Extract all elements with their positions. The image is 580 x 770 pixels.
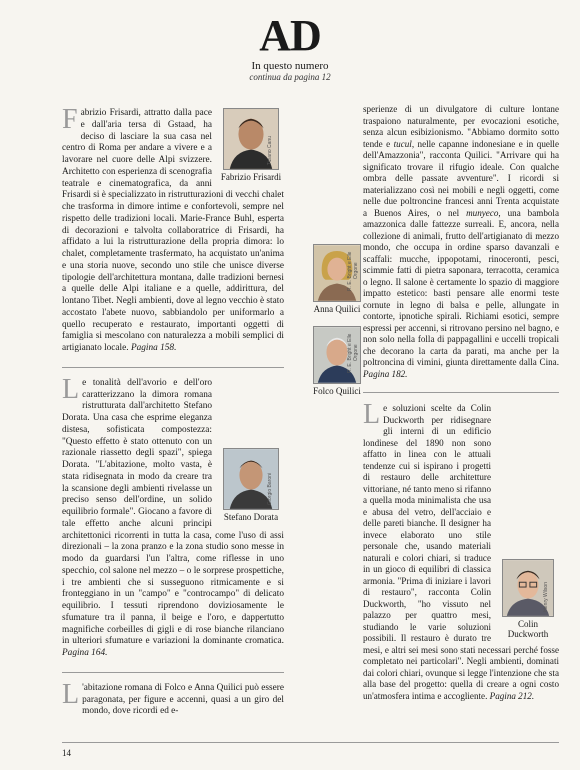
photo-duckworth bbox=[497, 559, 559, 639]
section-divider bbox=[62, 367, 284, 368]
photo-anna-quilici bbox=[312, 244, 362, 314]
page-reference: Pagina 182. bbox=[363, 368, 408, 379]
photo-caption: Colin Duckworth bbox=[507, 619, 549, 639]
photo-frisardi bbox=[218, 108, 284, 182]
section-divider bbox=[363, 392, 559, 393]
photo-credit: Giorgio Baroni bbox=[267, 472, 274, 505]
page-reference: Pagina 158. bbox=[130, 343, 177, 353]
photo-dorata bbox=[218, 448, 284, 522]
magazine-logo: AD bbox=[259, 11, 321, 60]
drop-cap: L bbox=[62, 678, 80, 710]
portrait-image bbox=[313, 244, 361, 302]
portrait-image bbox=[502, 559, 554, 617]
left-column bbox=[62, 104, 285, 718]
drop-cap: L bbox=[363, 399, 381, 430]
photo-folco-quilici bbox=[312, 326, 362, 396]
article-frisardi bbox=[62, 104, 285, 355]
photo-credit: Tiziano Canu bbox=[267, 135, 274, 165]
article-body: e soluzioni scelte da Colin Duckworth per ridisegnare gli interni di un edificio londinese del 1890 non sono affatto in linea con le attuali tendenze cui si ispirano i progetti di restauro delle architetture vittoriane, né tanto meno si rifanno a quella moda minimalista che usa e abusa del vetro, dell'acciaio e delle pareti bianche. Il designer ha invece elaborato uno stile personale che, usando materiali naturali e colori chiari, si traduce in un gioco di equilibri di classica armonia. "Prima di iniziare i lavori di restauro", racconta Colin Duckworth, "ho vissuto nel palazzo per quattro mesi, studiando le varie soluzioni possibili. Il restauro è durato tre mesi, e altri sei mesi sono stati necessari perché fosse completato nei particolari". Negli ambienti, dominati dai colori chiari, ovunque si legge l'intenzione che sta alla base del progetto: quella di creare a ogni costo un'atmosfera intima e accogliente. bbox=[363, 403, 559, 701]
portrait-image bbox=[313, 326, 361, 384]
masthead bbox=[0, 11, 580, 82]
page-reference: Pagina 164. bbox=[62, 648, 108, 658]
footer-rule bbox=[62, 742, 559, 743]
portrait-image bbox=[223, 108, 279, 170]
portrait-image bbox=[223, 448, 279, 510]
photo-credit: R. E. Bright e Elle Orgone bbox=[347, 333, 359, 373]
photo-caption: Anna Quilici bbox=[313, 304, 361, 314]
right-column bbox=[363, 104, 559, 714]
article-body: e tonalità dell'avorio e dell'oro caratterizzano la dimora romana ristrutturata dall'architetto Stefano Dorata. Una casa che esprime eleganza distesa, sofisticata compostezza: "Questo effetto è stato ottenuto con un razionale riassetto degli spazi", spiega Dorata. "L'abitazione, molto vasta, è stata ridisegnata in modo da creare tra la scansione degli ambienti rivelasse un preciso senso dell'ordine, un solido equilibrio formale". Giocano a favore di tale effetto anche alcuni principi architettonici ricorrenti in tutta la casa, come l'uso di assi direzionali – la zona pranzo e la zona studio sono messe in modo da guardarsi l'un l'altra, come riflesse in uno specchio, col salone nel mezzo – o le sorprese prospettiche, i tre ambienti che si susseguono ritmicamente e si fronteggiano in un "campo" e "controcampo" di delicato equilibrio. I tessuti riprendono doviziosamente le sfumature tra il panna, il beige e l'oro, e dappertutto magnifiche corbeilles di gigli e di rose bianche rilanciano in ulteriori sfumature e variazioni la dominante cromatica. bbox=[62, 377, 284, 647]
continued-from: continua da pagina 12 bbox=[249, 72, 331, 82]
photo-credit: R. E. Bright e Elle Orgone bbox=[347, 251, 359, 291]
article-quilici-continued bbox=[363, 104, 559, 380]
article-quilici-start bbox=[62, 678, 284, 718]
section-divider bbox=[62, 672, 284, 673]
article-duckworth bbox=[363, 399, 559, 702]
photo-caption: Fabrizio Frisardi bbox=[220, 172, 282, 182]
section-title: In questo numero bbox=[251, 60, 329, 72]
photo-caption: Folco Quilici bbox=[313, 386, 361, 396]
photo-caption: Stefano Dorata bbox=[223, 511, 279, 522]
page-reference: Pagina 212. bbox=[489, 690, 535, 701]
article-dorata bbox=[62, 373, 284, 660]
article-body: abrizio Frisardi, attratto dalla pace e dall'aria tersa di Gstaad, ha deciso di lasciare la sua casa nel centro di Roma per andare a vivere e a lavorare nel cuore delle Alpi svizzere. Architetto con esperienza di scenografia teatrale e cinematografica, da anni Frisardi si è specializzato in ristrutturazioni di vecchi chalet che trasforma in dimore intime e confortevoli, sempre nel rispetto delle tradizioni locali. Marie-France Buhl, esperta di decorazioni e talvolta collaboratrice di Frisardi, ha affidato a lui la ristrutturazione della propria dimora: lo chalet, completamente trasfermato, ha acquistato un'anima e una storia nuove, secondo uno stile che unisce diverse tipologie dell'architettura montana, dalle tradizioni bernesi a quelle delle Alpi italiane e a quelle, addirittura, del lontano Tibet. Negli ambienti, dove al legno vecchio è stato accostato l'abete nuovo, sabbiandolo per uniformarlo a quello recuperato e restaurato, importanti oggetti di famiglia si mescolano con naturalezza a mobili semplici di artigianato locale. bbox=[62, 108, 285, 353]
drop-cap: L bbox=[62, 373, 80, 405]
drop-cap: F bbox=[62, 104, 78, 135]
article-body-continued: sperienze di un divulgatore di culture lontane traspaiono naturalmente, per evocazioni esotiche, senza alcun esibizionismo. "Abbiamo dormito sotto tende e tucul, nelle capanne indonesiane e in quelle dell'Amazzonia", racconta Quilici. "Arrivare qui ha significato trovare il rifugio ideale. Con qualche ombra delle passate avventure". I ricordi si materializzano così nei mobili e negli oggetti, come nelle due poltroncine francesi anni Trenta acquistate a Buenos Aires, o nel munyeco, una bambola amazzonica dalle fattezze surreali. E, ancora, nella collezione di animali, frutto dell'artigianato di mezzo mondo, che occupa in ordine sparso davanzali e scaffali: mucche, ippopotami, rinoceronti, pesci, scimmie fatti di pietra saponara, terracotta, ceramica o legno. Il salone è certamente lo spazio di maggiore impatto estetico: basti pensare alle enormi teste cornute in legno di balsa e pelle, allungate in contorte, ipnotiche spirali. Richiami esotici, sempre espressi per accenni, si ritrovano persino nel bagno, e non solo nella folla di pappagallini e uccelli tropicali che decorano la carta da parati, ma anche per la poltroncina di vimini, giunta direttamente dalla Cina. bbox=[363, 104, 559, 367]
page-number: 14 bbox=[62, 748, 71, 758]
article-body-start: 'abitazione romana di Folco e Anna Quilici può essere paragonata, per figure e accenni, quasi a un giro del mondo, dove ricordi ed e- bbox=[82, 682, 284, 717]
photo-credit: Henry Wilson bbox=[542, 582, 549, 612]
